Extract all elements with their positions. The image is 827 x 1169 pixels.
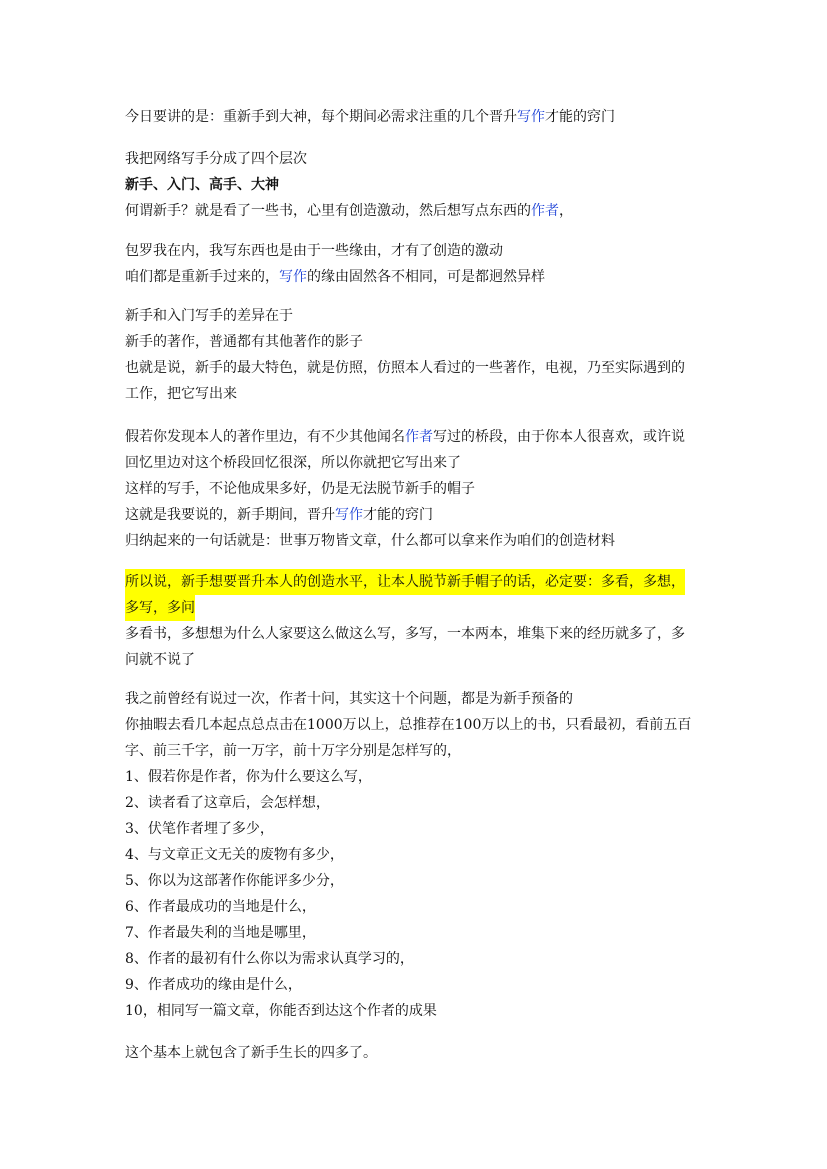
keyword-link[interactable]: 作者 [405, 429, 433, 445]
text-segment: ， [559, 203, 573, 219]
list-item: 4、与文章正文无关的废物有多少， [125, 847, 344, 863]
text-segment: 这就是我要说的，新手期间，晋升 [125, 507, 335, 523]
list-item: 2、读者看了这章后，会怎样想， [125, 795, 330, 811]
list-item: 9、作者成功的缘由是什么， [125, 977, 302, 993]
paragraph: 问就不说了 [125, 652, 195, 668]
highlighted-text: 多写，多问 [125, 595, 195, 621]
paragraph: 新手和入门写手的差异在于 [125, 308, 293, 324]
paragraph: 也就是说，新手的最大特色，就是仿照，仿照本人看过的一些著作，电视，乃至实际遇到的 [125, 360, 685, 376]
paragraph: 我把网络写手分成了四个层次 [125, 151, 307, 167]
bold-heading: 新手、入门、高手、大神 [125, 177, 279, 193]
closing-line: 这个基本上就包含了新手生长的四多了。 [125, 1045, 377, 1061]
intro-line [125, 104, 715, 130]
list-item: 8、作者的最初有什么你以为需求认真学习的， [125, 951, 414, 967]
keyword-link[interactable]: 写作 [335, 507, 363, 523]
keyword-link[interactable]: 写作 [279, 269, 307, 285]
list-item: 1、假若你是作者，你为什么要这么写， [125, 769, 372, 785]
highlighted-line [125, 595, 715, 621]
text-segment: 的缘由固然各不相同，可是都迥然异样 [307, 269, 545, 285]
text-segment: 咱们都是重新手过来的， [125, 269, 279, 285]
paragraph-line [125, 264, 715, 290]
paragraph: 多看书，多想想为什么人家要这么做这么写，多写，一本两本，堆集下来的经历就多了，多 [125, 626, 685, 642]
text-segment: 假若你发现本人的著作里边，有不少其他闻名 [125, 429, 405, 445]
highlighted-text: 所以说，新手想要晋升本人的创造水平，让本人脱节新手帽子的话，必定要：多看，多想， [125, 569, 685, 595]
list-item: 3、伏笔作者埋了多少， [125, 821, 274, 837]
list-item: 6、作者最成功的当地是什么， [125, 899, 316, 915]
list-item: 5、你以为这部著作你能评多少分， [125, 873, 344, 889]
paragraph-line [125, 198, 715, 224]
keyword-link[interactable]: 作者 [531, 203, 559, 219]
paragraph: 我之前曾经有说过一次，作者十问，其实这十个问题，都是为新手预备的 [125, 691, 573, 707]
paragraph: 包罗我在内，我写东西也是由于一些缘由，才有了创造的激动 [125, 243, 503, 259]
paragraph-line [125, 502, 715, 528]
list-item: 10，相同写一篇文章，你能否到达这个作者的成果 [125, 1003, 437, 1019]
keyword-link[interactable]: 写作 [517, 109, 545, 125]
paragraph: 工作，把它写出来 [125, 386, 237, 402]
intro-text: 今日要讲的是：重新手到大神，每个期间必需求注重的几个晋升 [125, 109, 517, 125]
highlighted-line [125, 569, 715, 595]
paragraph: 回忆里边对这个桥段回忆很深，所以你就把它写出来了 [125, 455, 461, 471]
paragraph: 归纳起来的一句话就是：世事万物皆文章，什么都可以拿来作为咱们的创造材料 [125, 533, 615, 549]
paragraph: 这样的写手，不论他成果多好，仍是无法脱节新手的帽子 [125, 481, 475, 497]
text-segment: 何谓新手？就是看了一些书，心里有创造激动，然后想写点东西的 [125, 203, 531, 219]
text-segment: 写过的桥段，由于你本人很喜欢，或许说 [433, 429, 685, 445]
text-segment: 才能的窍门 [363, 507, 433, 523]
paragraph: 字、前三千字，前一万字，前十万字分别是怎样写的， [125, 743, 461, 759]
paragraph: 新手的著作，普通都有其他著作的影子 [125, 334, 363, 350]
paragraph: 你抽暇去看几本起点总点击在1000万以上，总推荐在100万以上的书，只看最初，看前五百 [125, 717, 692, 733]
intro-text-end: 才能的窍门 [545, 109, 615, 125]
list-item: 7、作者最失利的当地是哪里， [125, 925, 316, 941]
paragraph-line [125, 424, 715, 450]
